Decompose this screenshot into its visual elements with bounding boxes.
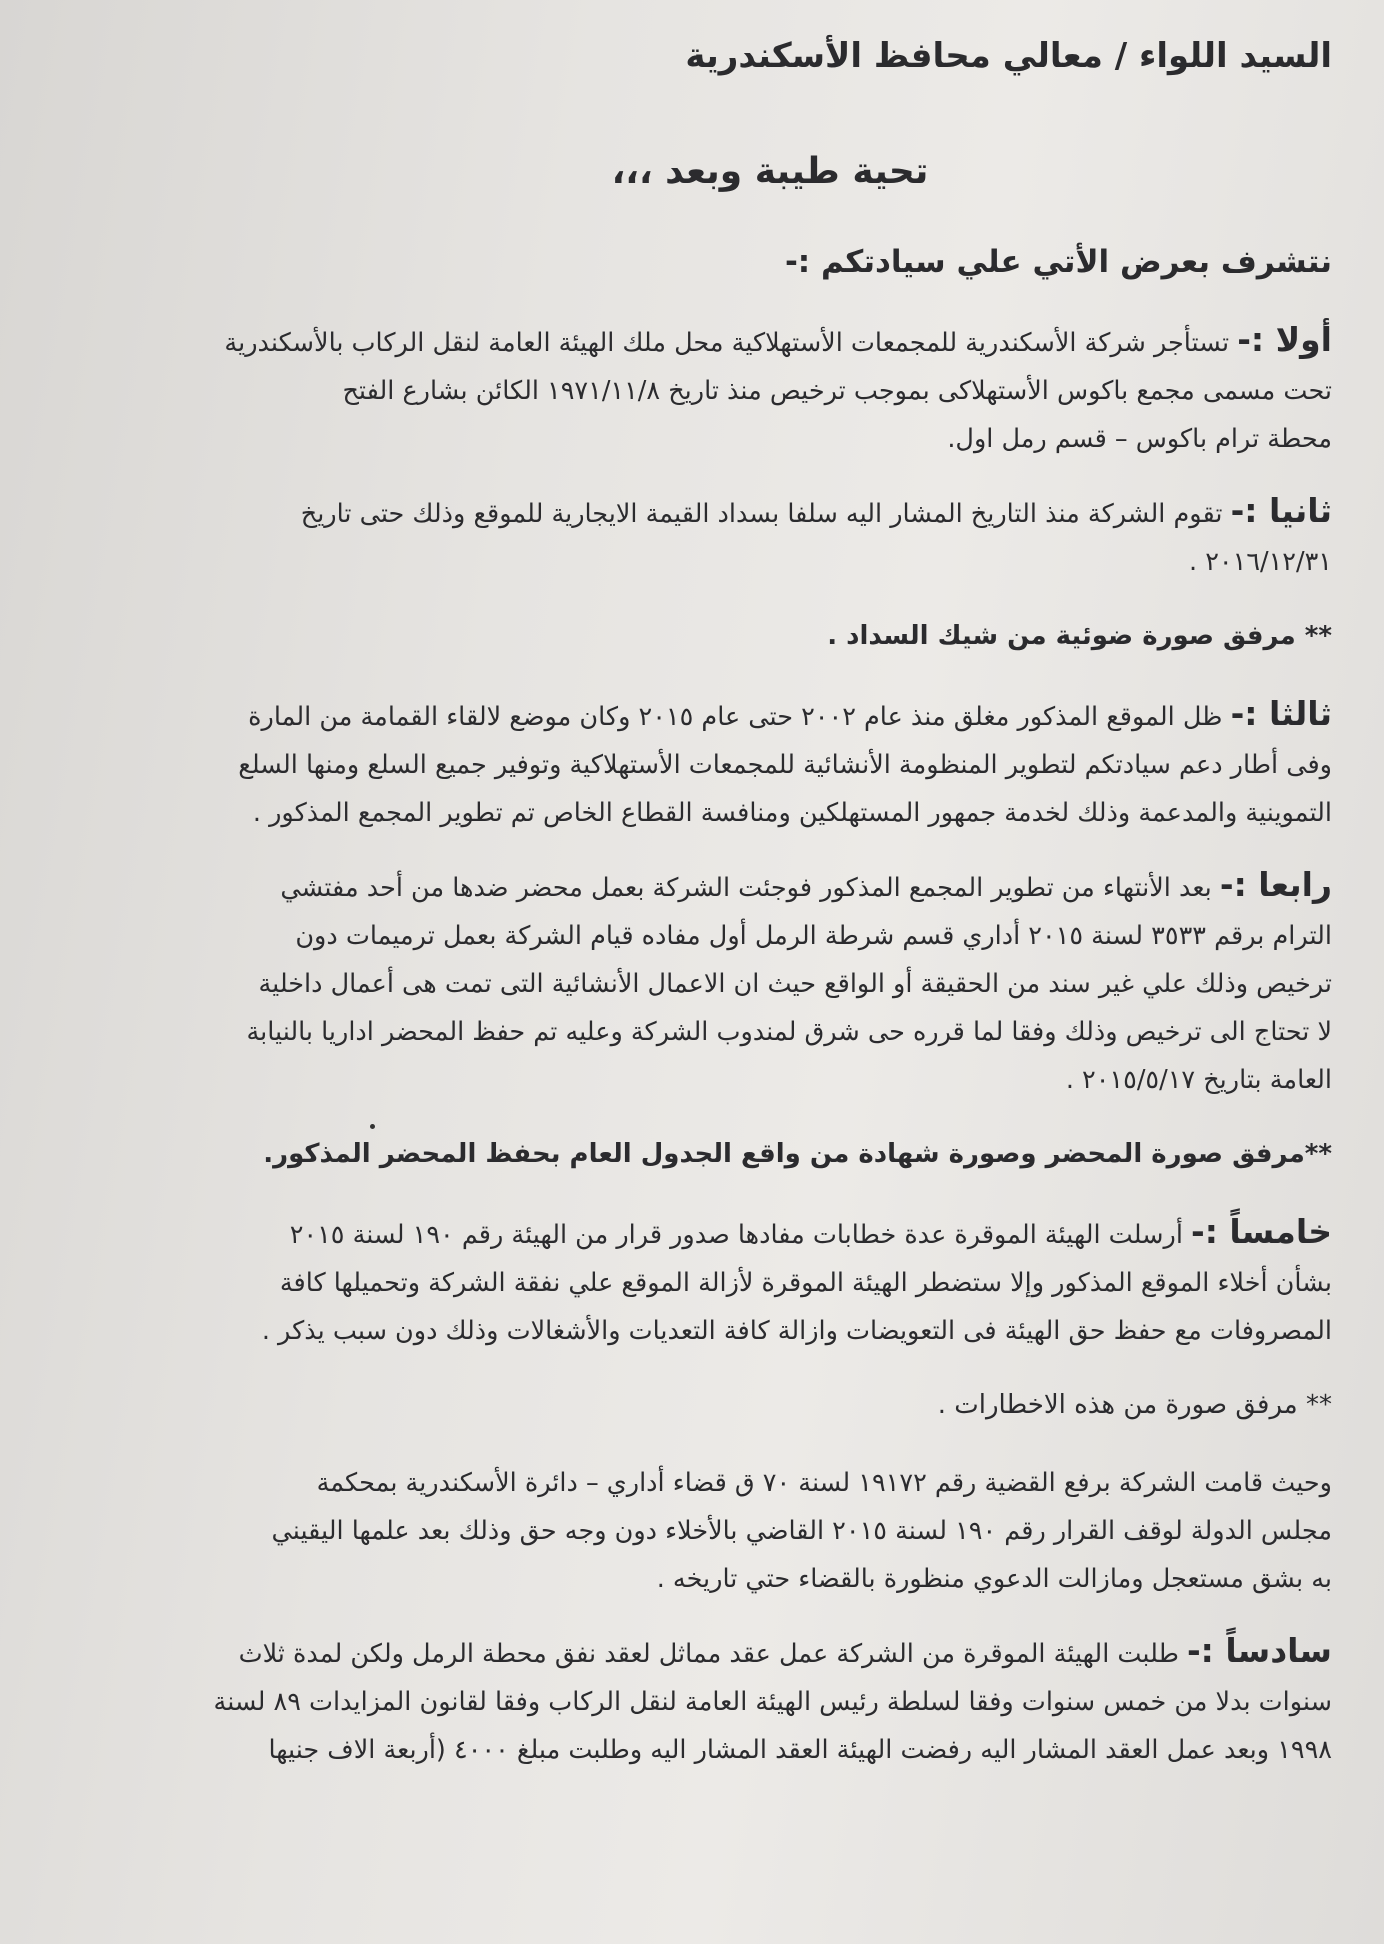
- addressee-heading: السيد اللواء / معالي محافظ الأسكندرية: [685, 36, 1332, 76]
- item-line: بشأن أخلاء الموقع المذكور وإلا ستضطر الهيئة الموقرة لأزالة الموقع علي نفقة الشركة وتحميلها كافة: [279, 1268, 1332, 1298]
- attachment-note-report: **مرفق صورة المحضر وصورة شهادة من واقع الجدول العام بحفظ المحضر المذكور.: [263, 1139, 1332, 1169]
- item-line: وفى أطار دعم سيادتكم لتطوير المنظومة الأنشائية للمجمعات الأستهلاكية وتوفير جميع السلع ومنها السلع: [238, 750, 1332, 780]
- item-line: التموينية والمدعمة وذلك لخدمة جمهور المستهلكين ومنافسة القطاع الخاص تم تطوير المجمع المذكور .: [252, 798, 1332, 828]
- item-line: المصروفات مع حفظ حق الهيئة فى التعويضات وازالة كافة التعديات والأشغالات وذلك دون سبب يذكر .: [261, 1316, 1332, 1346]
- item-line: ثانيا :- تقوم الشركة منذ التاريخ المشار اليه سلفا بسداد القيمة الايجارية للموقع وذلك حتى تاريخ: [300, 491, 1332, 530]
- item-third: [28, 690, 1332, 837]
- item-line: ترخيص وذلك علي غير سند من الحقيقة أو الواقع حيث ان الاعمال الأنشائية التى تمت هى أعمال داخلية: [258, 969, 1332, 999]
- item-label: ثانيا :-: [1230, 491, 1332, 530]
- lawsuit-paragraph: [28, 1459, 1332, 1603]
- paragraph-line: مجلس الدولة لوقف القرار رقم ١٩٠ لسنة ٢٠١٥ القاضي بالأخلاء دون وجه حق وذلك بعد علمها اليقيني: [271, 1516, 1332, 1546]
- item-label: سادساً :-: [1186, 1631, 1332, 1670]
- item-label: ثالثا :-: [1230, 694, 1332, 733]
- attachment-note-cheque: ** مرفق صورة ضوئية من شيك السداد .: [827, 621, 1332, 651]
- item-fourth: [28, 861, 1332, 1104]
- item-line: محطة ترام باكوس – قسم رمل اول.: [947, 424, 1332, 454]
- item-first: [28, 316, 1332, 463]
- item-label: أولا :-: [1237, 320, 1332, 359]
- item-line: ثالثا :- ظل الموقع المذكور مغلق منذ عام ٢٠٠٢ حتى عام ٢٠١٥ وكان موضع لالقاء القمامة من المارة: [248, 694, 1332, 733]
- item-line: ٢٠١٦/١٢/٣١ .: [1189, 547, 1332, 577]
- item-line: خامساً :- أرسلت الهيئة الموقرة عدة خطابات مفادها صدور قرار من الهيئة رقم ١٩٠ لسنة ٢٠١٥: [289, 1212, 1332, 1251]
- item-line: العامة بتاريخ ٢٠١٥/٥/١٧ .: [1065, 1065, 1332, 1095]
- item-sixth: [28, 1627, 1332, 1774]
- item-line: تحت مسمى مجمع باكوس الأستهلاكى بموجب ترخيص منذ تاريخ ١٩٧١/١١/٨ الكائن بشارع الفتح: [342, 376, 1332, 406]
- item-line: رابعا :- بعد الأنتهاء من تطوير المجمع المذكور فوجئت الشركة بعمل محضر ضدها من أحد مفتشي: [280, 865, 1332, 904]
- item-line: أولا :- تستأجر شركة الأسكندرية للمجمعات الأستهلاكية محل ملك الهيئة العامة لنقل الركاب بالأسكندرية: [224, 320, 1332, 359]
- item-label: خامساً :-: [1191, 1212, 1332, 1251]
- ink-speck: [370, 1124, 375, 1129]
- item-label: رابعا :-: [1219, 865, 1332, 904]
- item-line: الترام برقم ٣٥٣٣ لسنة ٢٠١٥ أداري قسم شرطة الرمل أول مفاده قيام الشركة بعمل ترميمات دون: [295, 921, 1332, 951]
- item-line: سادساً :- طلبت الهيئة الموقرة من الشركة عمل عقد مماثل لعقد نفق محطة الرمل ولكن لمدة ثلاث: [238, 1631, 1332, 1670]
- attachment-note-notices: ** مرفق صورة من هذه الاخطارات .: [937, 1390, 1332, 1420]
- item-line: سنوات بدلا من خمس سنوات وفقا لسلطة رئيس الهيئة العامة لنقل الركاب وفقا لقانون المزايدات ٨٩ لسنة: [213, 1687, 1332, 1717]
- item-second: [28, 487, 1332, 586]
- item-fifth: [28, 1208, 1332, 1355]
- greeting: تحية طيبة وبعد ،،،: [611, 151, 929, 192]
- item-line: ١٩٩٨ وبعد عمل العقد المشار اليه رفضت الهيئة العقد المشار اليه وطلبت مبلغ ٤٠٠٠ (أربعة الاف جنيها: [268, 1735, 1332, 1765]
- paragraph-line: به بشق مستعجل ومازالت الدعوي منظورة بالقضاء حتي تاريخه .: [656, 1564, 1332, 1594]
- item-line: لا تحتاج الى ترخيص وذلك وفقا لما قرره حى شرق لمندوب الشركة وعليه تم حفظ المحضر اداريا بالنيابة: [246, 1017, 1332, 1047]
- paragraph-line: وحيث قامت الشركة برفع القضية رقم ١٩١٧٢ لسنة ٧٠ ق قضاء أداري – دائرة الأسكندرية بمحكمة: [316, 1468, 1332, 1498]
- intro-line: نتشرف بعرض الأتي علي سيادتكم :-: [784, 244, 1332, 280]
